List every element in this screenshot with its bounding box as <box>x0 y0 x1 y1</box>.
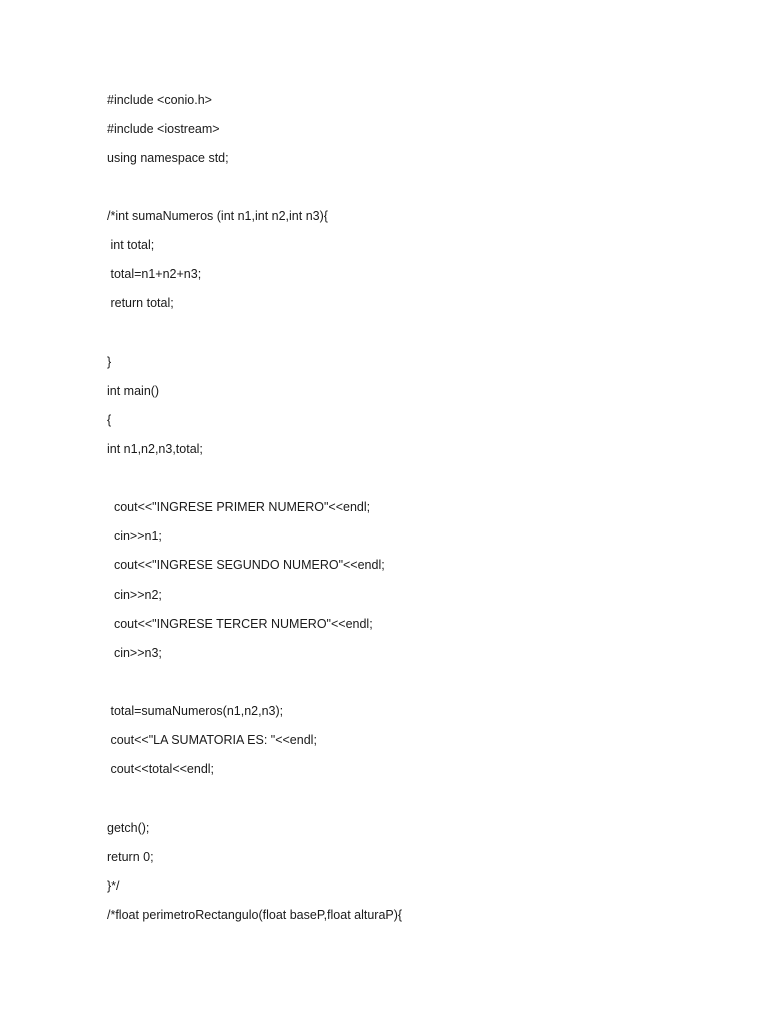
code-line: cout<<"LA SUMATORIA ES: "<<endl; <box>107 733 317 747</box>
code-line: int total; <box>107 238 155 252</box>
code-line: total=n1+n2+n3; <box>107 267 202 281</box>
code-line: } <box>107 355 112 369</box>
code-line: return total; <box>107 296 174 310</box>
code-line: cin>>n1; <box>107 529 162 543</box>
code-line: cout<<total<<endl; <box>107 762 215 776</box>
code-line: #include <iostream> <box>107 122 220 136</box>
code-line: cin>>n3; <box>107 646 162 660</box>
code-line: /*int sumaNumeros (int n1,int n2,int n3){ <box>107 209 328 223</box>
code-line: int n1,n2,n3,total; <box>107 442 203 456</box>
code-line: total=sumaNumeros(n1,n2,n3); <box>107 704 284 718</box>
code-line: using namespace std; <box>107 151 229 165</box>
code-line: }*/ <box>107 879 120 893</box>
code-line: cout<<"INGRESE TERCER NUMERO"<<endl; <box>107 617 373 631</box>
code-line: { <box>107 413 112 427</box>
code-line: cout<<"INGRESE SEGUNDO NUMERO"<<endl; <box>107 558 385 572</box>
code-line: cout<<"INGRESE PRIMER NUMERO"<<endl; <box>107 500 371 514</box>
code-line: /*float perimetroRectangulo(float baseP,float alturaP){ <box>107 908 403 922</box>
code-line: #include <conio.h> <box>107 93 212 107</box>
code-line: cin>>n2; <box>107 588 162 602</box>
code-line: return 0; <box>107 850 154 864</box>
code-line: int main() <box>107 384 160 398</box>
code-line: getch(); <box>107 821 150 835</box>
